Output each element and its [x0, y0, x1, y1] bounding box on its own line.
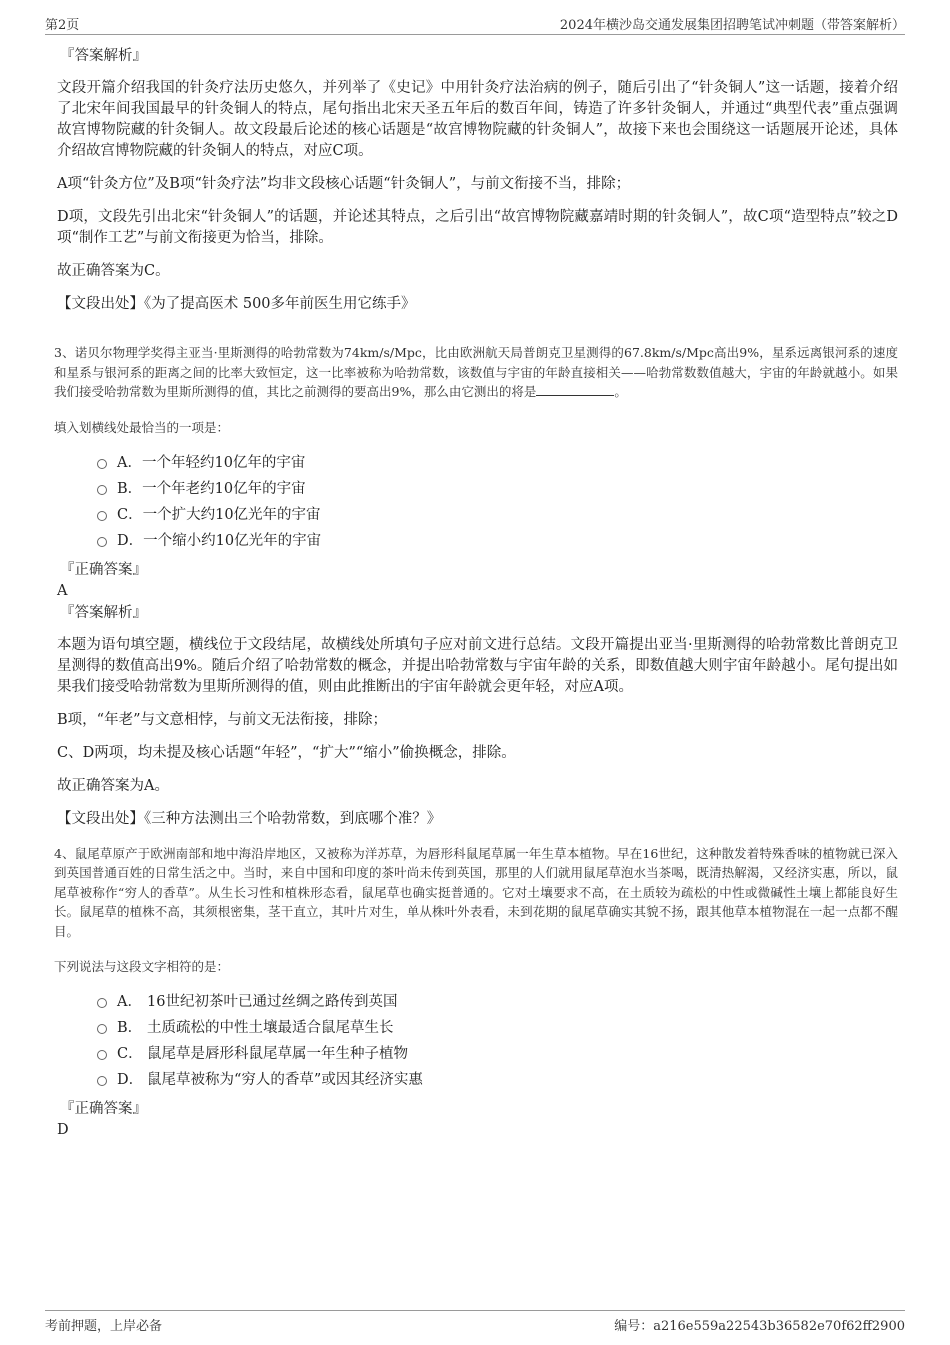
question-stem: 4、鼠尾草原产于欧洲南部和地中海沿岸地区，又被称为洋苏草，为唇形科鼠尾草属一年生草本植物。早在16世纪，这种散发着特殊香味的植物就已深入到英国普通百姓的日常生活之中。当时，来自中国和印度的茶叶尚未传到英国，那里的人们就用鼠尾草泡水当茶喝，既清热解渴，又经济实惠，所以，鼠尾草被称作“穷人的香草”。从生长习性和植株形态看，鼠尾草也确实挺普通的。它对土壤要求不高，在土质较为疏松的中性或微碱性土壤上都能良好生长。鼠尾草的植株不高，其须根密集，茎干直立，其叶片对生，单从株叶外表看，未到花期的鼠尾草确实其貌不扬，跟其他草本植物混在一起一点都不醒目。	[54, 845, 898, 939]
option-c[interactable]: C．一个扩大约10亿光年的宇宙	[97, 502, 898, 528]
document-body	[54, 46, 898, 1139]
analysis-paragraph: 本题为语句填空题，横线位于文段结尾，故横线处所填句子应对前文进行总结。文段开篇提出亚当·里斯测得的哈勃常数比普朗克卫星测得的数值高出9%。随后介绍了哈勃常数的概念，并提出哈勃常数与宇宙年龄的关系，即数值越大则宇宙年龄越小。尾句提出如果我们接受哈勃常数为里斯所测得的值，则由此推断出的宇宙年龄就会更年轻，对应A项。	[57, 636, 898, 695]
radio-icon[interactable]	[97, 1050, 107, 1060]
radio-icon[interactable]	[97, 1076, 107, 1086]
source-citation: 【文段出处】《三种方法测出三个哈勃常数，到底哪个准？》	[57, 810, 442, 827]
analysis-paragraph: A项“针灸方位”及B项“针灸疗法”均非文段核心话题“针灸铜人”，与前文衔接不当，排除；	[57, 176, 631, 192]
option-b[interactable]: B．一个年老约10亿年的宇宙	[97, 476, 898, 502]
options-list	[57, 989, 898, 1093]
correct-answer: A	[57, 582, 68, 599]
analysis-label: 『答案解析』	[60, 48, 147, 64]
analysis-label: 『答案解析』	[60, 604, 147, 621]
footer-slogan: 考前押题，上岸必备	[45, 1319, 163, 1334]
fill-blank	[536, 383, 614, 396]
source-citation: 【文段出处】《为了提高医术 500多年前医生用它练手》	[57, 296, 416, 312]
analysis-paragraph: D项，文段先引出北宋“针灸铜人”的话题，并论述其特点，之后引出“故宫博物院藏嘉靖时期的针灸铜人”，故C项“造型特点”较之D项“制作工艺”与前文衔接更为恰当，排除。	[57, 209, 898, 246]
correct-answer-label: 『正确答案』	[60, 561, 147, 578]
analysis-paragraph: C、D两项，均未提及核心话题“年轻”，“扩大”“缩小”偷换概念，排除。	[57, 744, 516, 761]
option-d[interactable]: D．一个缩小约10亿光年的宇宙	[97, 528, 898, 554]
page-number: 第2页	[45, 18, 80, 33]
analysis-paragraph: B项，“年老”与文意相悖，与前文无法衔接，排除；	[57, 711, 387, 728]
radio-icon[interactable]	[97, 459, 107, 469]
question-prompt: 填入划横线处最恰当的一项是：	[54, 419, 230, 435]
analysis-conclusion: 故正确答案为A。	[57, 777, 169, 794]
option-b[interactable]: B． 土质疏松的中性土壤最适合鼠尾草生长	[97, 1015, 898, 1041]
radio-icon[interactable]	[97, 1024, 107, 1034]
document-title: 2024年横沙岛交通发展集团招聘笔试冲刺题（带答案解析）	[559, 18, 905, 33]
radio-icon[interactable]	[97, 511, 107, 521]
document-id: 编号：a216e559a22543b36582e70f62ff2900	[614, 1319, 905, 1334]
radio-icon[interactable]	[97, 485, 107, 495]
correct-answer-label: 『正确答案』	[60, 1101, 147, 1117]
page-header	[45, 14, 905, 35]
analysis-conclusion: 故正确答案为C。	[57, 263, 170, 279]
page-footer	[45, 1310, 905, 1336]
radio-icon[interactable]	[97, 537, 107, 547]
analysis-paragraph: 文段开篇介绍我国的针灸疗法历史悠久，并列举了《史记》中用针灸疗法治病的例子，随后引出了“针灸铜人”这一话题，接着介绍了北宋年间我国最早的针灸铜人的特点，尾句指出北宋天圣五年后的数百年间，铸造了许多针灸铜人，并通过“典型代表”重点强调故宫博物院藏的针灸铜人。故文段最后论述的核心话题是“故宫博物院藏的针灸铜人”，故接下来也会围绕这一话题展开论述，具体介绍故宫博物院藏的针灸铜人的特点，对应C项。	[57, 80, 898, 159]
option-a[interactable]: A． 16世纪初茶叶已通过丝绸之路传到英国	[97, 989, 898, 1015]
correct-answer: D	[57, 1122, 69, 1138]
question-prompt: 下列说法与这段文字相符的是：	[54, 959, 230, 974]
option-d[interactable]: D． 鼠尾草被称为“穷人的香草”或因其经济实惠	[97, 1067, 898, 1093]
options-list	[57, 450, 898, 554]
option-a[interactable]: A．一个年轻约10亿年的宇宙	[97, 450, 898, 476]
radio-icon[interactable]	[97, 998, 107, 1008]
option-c[interactable]: C． 鼠尾草是唇形科鼠尾草属一年生种子植物	[97, 1041, 898, 1067]
question-stem: 3、诺贝尔物理学奖得主亚当·里斯测得的哈勃常数为74km/s/Mpc，比由欧洲航天局普朗克卫星测得的67.8km/s/Mpc高出9%，星系远离银河系的速度和星系与银河系的距离之间的比率大致恒定，这一比率被称为哈勃常数，该数值与宇宙的年龄直接相关——哈勃常数数值越大，宇宙的年龄就越小。如果我们接受哈勃常数为里斯所测得的值，其比之前测得的要高出9%，那么由它测出的将是 。	[54, 345, 898, 399]
